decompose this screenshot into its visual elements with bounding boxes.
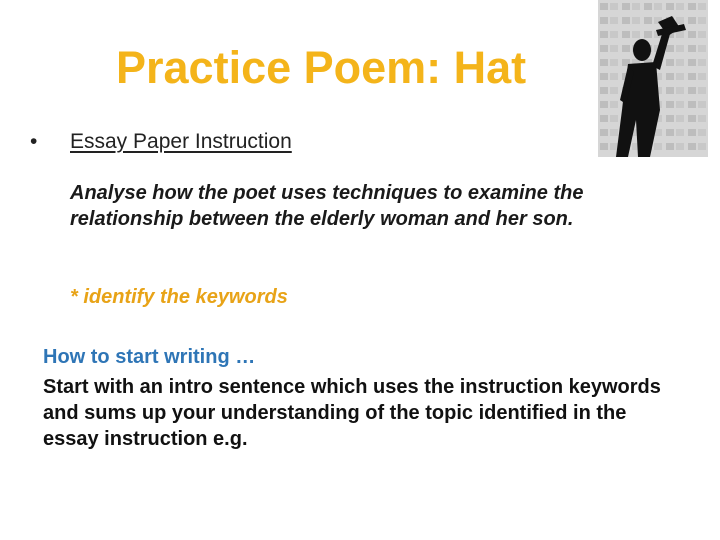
bullet-marker: • xyxy=(30,130,38,153)
essay-instruction-text: Analyse how the poet uses techniques to examine the relationship between the elderly woman and her son. xyxy=(70,182,584,230)
slide-title: Practice Poem: Hat xyxy=(116,42,527,93)
man-in-hat-silhouette-icon xyxy=(598,0,708,157)
hat-silhouette-photo xyxy=(598,0,708,157)
bullet-item xyxy=(30,128,292,156)
how-to-heading: How to start writing … xyxy=(43,346,256,368)
bullet-link-text[interactable]: Essay Paper Instruction xyxy=(70,130,292,153)
keywords-note: * identify the keywords xyxy=(70,286,288,308)
start-writing-text: Start with an intro sentence which uses the instruction keywords and sums up your understanding of the topic identified in the essay instruction e.g. xyxy=(43,376,661,450)
